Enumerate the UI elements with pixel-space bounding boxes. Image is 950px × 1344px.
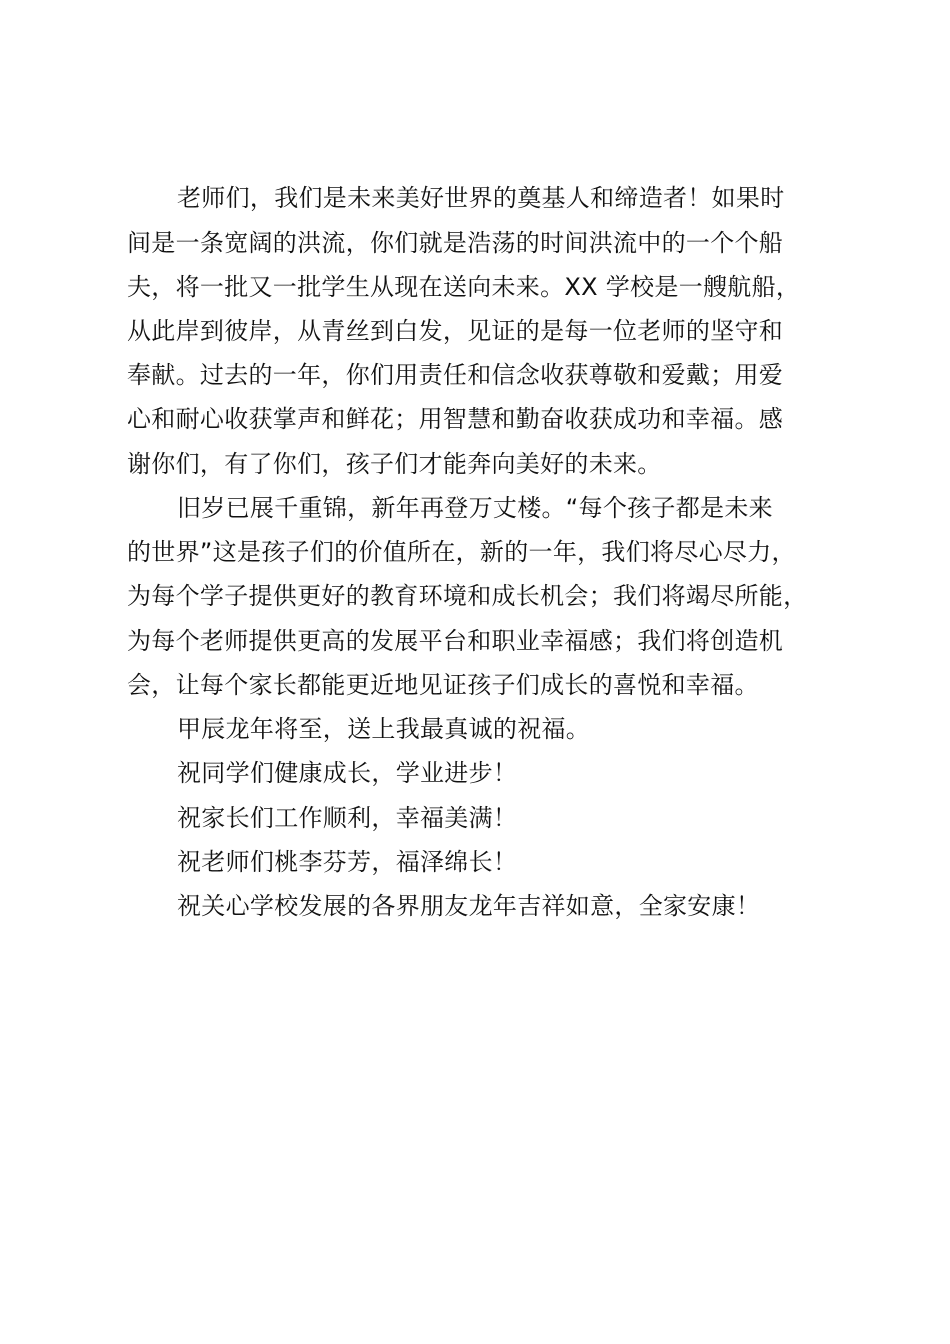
text-line: 旧岁已展千重锦，新年再登万丈楼。“每个孩子都是未来 [177, 494, 773, 522]
text-line: 祝同学们健康成长，学业进步！ [177, 759, 518, 787]
text-line: 老师们，我们是未来美好世界的奠基人和缔造者！如果时 [177, 184, 785, 212]
text-line: 会，让每个家长都能更近地见证孩子们成长的喜悦和幸福。 [127, 671, 759, 699]
text-line: 甲辰龙年将至，送上我最真诚的祝福。 [177, 715, 591, 743]
text-line: 间是一条宽阔的洪流，你们就是浩荡的时间洪流中的一个个船 [127, 229, 784, 257]
text-line: 心和耐心收获掌声和鲜花；用智慧和勤奋收获成功和幸福。感 [127, 405, 784, 433]
text-line: 为每个学子提供更好的教育环境和成长机会；我们将竭尽所能， [127, 582, 808, 610]
text-line: 从此岸到彼岸，从青丝到白发，见证的是每一位老师的坚守和 [127, 317, 784, 345]
text-line: 夫，将一批又一批学生从现在送向未来。XX 学校是一艘航船， [127, 273, 801, 301]
text-line: 祝老师们桃李芬芳，福泽绵长！ [177, 848, 518, 876]
text-line: 谢你们，有了你们，孩子们才能奔向美好的未来。 [127, 450, 662, 478]
text-line: 奉献。过去的一年，你们用责任和信念收获尊敬和爱戴；用爱 [127, 361, 784, 389]
text-line: 祝家长们工作顺利，幸福美满！ [177, 804, 518, 832]
text-line: 为每个老师提供更高的发展平台和职业幸福感；我们将创造机 [127, 627, 784, 655]
text-line: 祝关心学校发展的各界朋友龙年吉祥如意，全家安康！ [177, 892, 761, 920]
text-line: 的世界”这是孩子们的价值所在，新的一年，我们将尽心尽力， [127, 538, 796, 566]
